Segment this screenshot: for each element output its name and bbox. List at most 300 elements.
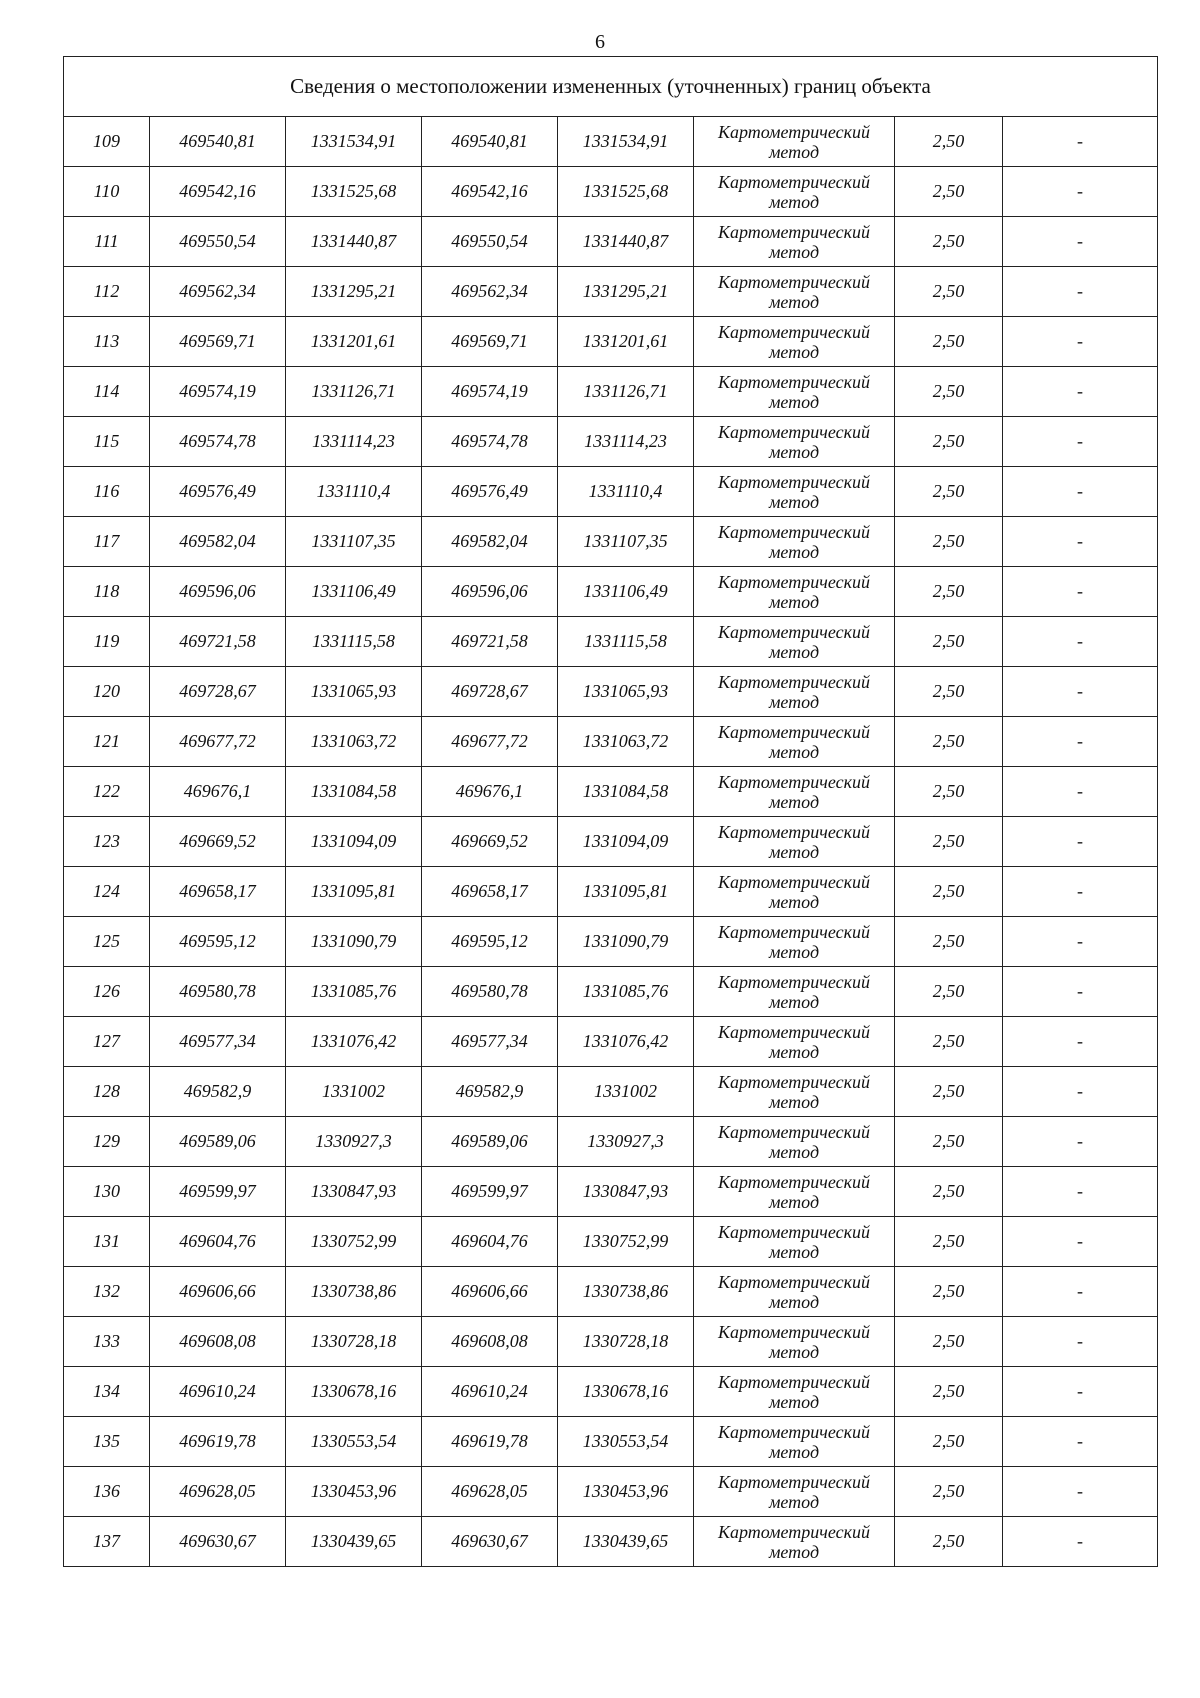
accuracy-cell: 2,50 <box>895 1067 1003 1117</box>
new-x-cell: 469589,06 <box>422 1117 558 1167</box>
accuracy-cell: 2,50 <box>895 867 1003 917</box>
point-number-cell: 114 <box>64 367 150 417</box>
existing-x-cell: 469677,72 <box>150 717 286 767</box>
table-row <box>64 417 1158 467</box>
accuracy-cell: 2,50 <box>895 817 1003 867</box>
existing-y-cell: 1331114,23 <box>286 417 422 467</box>
new-x-cell: 469728,67 <box>422 667 558 717</box>
extra-info-cell: - <box>1003 467 1158 517</box>
existing-x-cell: 469628,05 <box>150 1467 286 1517</box>
extra-info-cell: - <box>1003 1467 1158 1517</box>
accuracy-cell: 2,50 <box>895 717 1003 767</box>
method-line-1: Картометрический <box>717 1371 870 1392</box>
new-x-cell: 469606,66 <box>422 1267 558 1317</box>
method-line-2: метод <box>768 1091 820 1112</box>
table-row <box>64 867 1158 917</box>
method-line-1: Картометрический <box>717 921 870 942</box>
extra-info-cell: - <box>1003 267 1158 317</box>
existing-x-cell: 469542,16 <box>150 167 286 217</box>
method-line-1: Картометрический <box>717 271 870 292</box>
existing-y-cell: 1331115,58 <box>286 617 422 667</box>
extra-info-cell: - <box>1003 1217 1158 1267</box>
accuracy-cell: 2,50 <box>895 1217 1003 1267</box>
point-number-cell: 130 <box>64 1167 150 1217</box>
method-cell <box>694 1017 895 1067</box>
table-row <box>64 717 1158 767</box>
point-number-cell: 123 <box>64 817 150 867</box>
extra-info-cell: - <box>1003 967 1158 1017</box>
existing-y-cell: 1330927,3 <box>286 1117 422 1167</box>
table-row <box>64 217 1158 267</box>
method-line-2: метод <box>768 891 820 912</box>
existing-x-cell: 469658,17 <box>150 867 286 917</box>
existing-x-cell: 469580,78 <box>150 967 286 1017</box>
method-line-2: метод <box>768 491 820 512</box>
method-cell <box>694 867 895 917</box>
new-y-cell: 1330728,18 <box>558 1317 694 1367</box>
method-line-2: метод <box>768 641 820 662</box>
existing-y-cell: 1331525,68 <box>286 167 422 217</box>
method-line-1: Картометрический <box>717 321 870 342</box>
existing-x-cell: 469721,58 <box>150 617 286 667</box>
table-row <box>64 1517 1158 1567</box>
table-row <box>64 767 1158 817</box>
accuracy-cell: 2,50 <box>895 1017 1003 1067</box>
method-line-2: метод <box>768 441 820 462</box>
point-number-cell: 117 <box>64 517 150 567</box>
new-y-cell: 1331126,71 <box>558 367 694 417</box>
method-line-2: метод <box>768 1041 820 1062</box>
point-number-cell: 133 <box>64 1317 150 1367</box>
method-line-2: метод <box>768 1291 820 1312</box>
new-x-cell: 469619,78 <box>422 1417 558 1467</box>
extra-info-cell: - <box>1003 917 1158 967</box>
existing-x-cell: 469582,9 <box>150 1067 286 1117</box>
method-line-2: метод <box>768 741 820 762</box>
method-cell <box>694 267 895 317</box>
point-number-cell: 131 <box>64 1217 150 1267</box>
new-y-cell: 1331085,76 <box>558 967 694 1017</box>
accuracy-cell: 2,50 <box>895 217 1003 267</box>
existing-y-cell: 1330752,99 <box>286 1217 422 1267</box>
method-cell <box>694 767 895 817</box>
method-line-1: Картометрический <box>717 771 870 792</box>
extra-info-cell: - <box>1003 1067 1158 1117</box>
extra-info-cell: - <box>1003 417 1158 467</box>
method-line-1: Картометрический <box>717 471 870 492</box>
method-cell <box>694 717 895 767</box>
existing-y-cell: 1331201,61 <box>286 317 422 367</box>
new-y-cell: 1330738,86 <box>558 1267 694 1317</box>
table-row <box>64 1467 1158 1517</box>
new-x-cell: 469580,78 <box>422 967 558 1017</box>
table-row <box>64 367 1158 417</box>
existing-x-cell: 469630,67 <box>150 1517 286 1567</box>
new-x-cell: 469604,76 <box>422 1217 558 1267</box>
point-number-cell: 135 <box>64 1417 150 1467</box>
point-number-cell: 116 <box>64 467 150 517</box>
new-y-cell: 1330847,93 <box>558 1167 694 1217</box>
page-number: 6 <box>595 31 605 53</box>
new-y-cell: 1331063,72 <box>558 717 694 767</box>
existing-y-cell: 1331534,91 <box>286 117 422 167</box>
method-line-1: Картометрический <box>717 821 870 842</box>
existing-x-cell: 469562,34 <box>150 267 286 317</box>
method-line-2: метод <box>768 141 820 162</box>
new-x-cell: 469582,04 <box>422 517 558 567</box>
new-y-cell: 1331107,35 <box>558 517 694 567</box>
method-cell <box>694 367 895 417</box>
extra-info-cell: - <box>1003 1367 1158 1417</box>
existing-x-cell: 469574,78 <box>150 417 286 467</box>
point-number-cell: 110 <box>64 167 150 217</box>
existing-x-cell: 469676,1 <box>150 767 286 817</box>
method-line-2: метод <box>768 191 820 212</box>
method-line-1: Картометрический <box>717 1021 870 1042</box>
extra-info-cell: - <box>1003 817 1158 867</box>
method-line-1: Картометрический <box>717 171 870 192</box>
method-cell <box>694 1317 895 1367</box>
extra-info-cell: - <box>1003 717 1158 767</box>
accuracy-cell: 2,50 <box>895 367 1003 417</box>
method-cell <box>694 467 895 517</box>
method-line-1: Картометрический <box>717 121 870 142</box>
method-cell <box>694 967 895 1017</box>
accuracy-cell: 2,50 <box>895 1167 1003 1217</box>
method-line-2: метод <box>768 1141 820 1162</box>
point-number-cell: 119 <box>64 617 150 667</box>
method-line-2: метод <box>768 941 820 962</box>
new-x-cell: 469669,52 <box>422 817 558 867</box>
new-x-cell: 469574,19 <box>422 367 558 417</box>
table-row <box>64 667 1158 717</box>
method-cell <box>694 667 895 717</box>
new-y-cell: 1331201,61 <box>558 317 694 367</box>
table-row <box>64 967 1158 1017</box>
new-y-cell: 1331095,81 <box>558 867 694 917</box>
method-line-1: Картометрический <box>717 621 870 642</box>
new-x-cell: 469630,67 <box>422 1517 558 1567</box>
extra-info-cell: - <box>1003 1267 1158 1317</box>
method-line-2: метод <box>768 841 820 862</box>
extra-info-cell: - <box>1003 167 1158 217</box>
accuracy-cell: 2,50 <box>895 417 1003 467</box>
method-line-1: Картометрический <box>717 721 870 742</box>
new-y-cell: 1330752,99 <box>558 1217 694 1267</box>
table-row <box>64 917 1158 967</box>
existing-x-cell: 469595,12 <box>150 917 286 967</box>
method-line-1: Картометрический <box>717 871 870 892</box>
accuracy-cell: 2,50 <box>895 967 1003 1017</box>
table-row <box>64 567 1158 617</box>
new-y-cell: 1331094,09 <box>558 817 694 867</box>
table-row <box>64 267 1158 317</box>
existing-y-cell: 1331094,09 <box>286 817 422 867</box>
accuracy-cell: 2,50 <box>895 1117 1003 1167</box>
method-line-1: Картометрический <box>717 521 870 542</box>
extra-info-cell: - <box>1003 517 1158 567</box>
accuracy-cell: 2,50 <box>895 1467 1003 1517</box>
method-cell <box>694 417 895 467</box>
new-x-cell: 469677,72 <box>422 717 558 767</box>
existing-y-cell: 1331090,79 <box>286 917 422 967</box>
existing-y-cell: 1330453,96 <box>286 1467 422 1517</box>
method-cell <box>694 1167 895 1217</box>
existing-x-cell: 469596,06 <box>150 567 286 617</box>
new-x-cell: 469628,05 <box>422 1467 558 1517</box>
point-number-cell: 115 <box>64 417 150 467</box>
boundary-coordinates-table <box>63 56 1158 1567</box>
extra-info-cell: - <box>1003 567 1158 617</box>
new-x-cell: 469599,97 <box>422 1167 558 1217</box>
table-row <box>64 1017 1158 1067</box>
point-number-cell: 125 <box>64 917 150 967</box>
new-x-cell: 469540,81 <box>422 117 558 167</box>
method-cell <box>694 1067 895 1117</box>
existing-y-cell: 1330738,86 <box>286 1267 422 1317</box>
method-line-2: метод <box>768 341 820 362</box>
existing-x-cell: 469550,54 <box>150 217 286 267</box>
extra-info-cell: - <box>1003 767 1158 817</box>
existing-x-cell: 469606,66 <box>150 1267 286 1317</box>
new-y-cell: 1331002 <box>558 1067 694 1117</box>
new-y-cell: 1330678,16 <box>558 1367 694 1417</box>
accuracy-cell: 2,50 <box>895 267 1003 317</box>
method-cell <box>694 617 895 667</box>
table-row <box>64 167 1158 217</box>
new-y-cell: 1331114,23 <box>558 417 694 467</box>
method-line-1: Картометрический <box>717 221 870 242</box>
method-line-2: метод <box>768 291 820 312</box>
point-number-cell: 121 <box>64 717 150 767</box>
existing-y-cell: 1331095,81 <box>286 867 422 917</box>
method-line-2: метод <box>768 791 820 812</box>
method-cell <box>694 1467 895 1517</box>
method-line-2: метод <box>768 1341 820 1362</box>
accuracy-cell: 2,50 <box>895 1417 1003 1467</box>
method-cell <box>694 1217 895 1267</box>
extra-info-cell: - <box>1003 617 1158 667</box>
point-number-cell: 118 <box>64 567 150 617</box>
existing-y-cell: 1331002 <box>286 1067 422 1117</box>
existing-x-cell: 469619,78 <box>150 1417 286 1467</box>
method-cell <box>694 1367 895 1417</box>
extra-info-cell: - <box>1003 1417 1158 1467</box>
new-x-cell: 469658,17 <box>422 867 558 917</box>
existing-x-cell: 469604,76 <box>150 1217 286 1267</box>
table-row <box>64 1217 1158 1267</box>
table-row <box>64 1267 1158 1317</box>
existing-y-cell: 1331126,71 <box>286 367 422 417</box>
method-line-2: метод <box>768 391 820 412</box>
method-cell <box>694 217 895 267</box>
new-y-cell: 1331525,68 <box>558 167 694 217</box>
new-x-cell: 469596,06 <box>422 567 558 617</box>
extra-info-cell: - <box>1003 667 1158 717</box>
point-number-cell: 127 <box>64 1017 150 1067</box>
table-row <box>64 1117 1158 1167</box>
new-x-cell: 469562,34 <box>422 267 558 317</box>
method-cell <box>694 317 895 367</box>
point-number-cell: 134 <box>64 1367 150 1417</box>
extra-info-cell: - <box>1003 1117 1158 1167</box>
existing-x-cell: 469589,06 <box>150 1117 286 1167</box>
existing-y-cell: 1330439,65 <box>286 1517 422 1567</box>
extra-info-cell: - <box>1003 317 1158 367</box>
existing-x-cell: 469599,97 <box>150 1167 286 1217</box>
new-x-cell: 469550,54 <box>422 217 558 267</box>
new-y-cell: 1331084,58 <box>558 767 694 817</box>
new-x-cell: 469574,78 <box>422 417 558 467</box>
method-line-2: метод <box>768 541 820 562</box>
method-line-1: Картометрический <box>717 1121 870 1142</box>
existing-x-cell: 469728,67 <box>150 667 286 717</box>
table-row <box>64 1317 1158 1367</box>
existing-x-cell: 469608,08 <box>150 1317 286 1367</box>
method-line-1: Картометрический <box>717 1421 870 1442</box>
new-y-cell: 1331115,58 <box>558 617 694 667</box>
method-line-2: метод <box>768 591 820 612</box>
accuracy-cell: 2,50 <box>895 1517 1003 1567</box>
method-line-2: метод <box>768 691 820 712</box>
method-line-1: Картометрический <box>717 1221 870 1242</box>
new-x-cell: 469610,24 <box>422 1367 558 1417</box>
method-line-2: метод <box>768 1241 820 1262</box>
existing-y-cell: 1331107,35 <box>286 517 422 567</box>
new-y-cell: 1331295,21 <box>558 267 694 317</box>
accuracy-cell: 2,50 <box>895 617 1003 667</box>
accuracy-cell: 2,50 <box>895 917 1003 967</box>
existing-y-cell: 1330678,16 <box>286 1367 422 1417</box>
method-line-2: метод <box>768 1541 820 1562</box>
method-line-2: метод <box>768 241 820 262</box>
method-line-2: метод <box>768 991 820 1012</box>
existing-x-cell: 469577,34 <box>150 1017 286 1067</box>
method-cell <box>694 1417 895 1467</box>
existing-y-cell: 1331085,76 <box>286 967 422 1017</box>
method-line-2: метод <box>768 1391 820 1412</box>
accuracy-cell: 2,50 <box>895 167 1003 217</box>
extra-info-cell: - <box>1003 1317 1158 1367</box>
new-y-cell: 1331440,87 <box>558 217 694 267</box>
point-number-cell: 120 <box>64 667 150 717</box>
extra-info-cell: - <box>1003 217 1158 267</box>
new-x-cell: 469608,08 <box>422 1317 558 1367</box>
table-row <box>64 1067 1158 1117</box>
existing-y-cell: 1330728,18 <box>286 1317 422 1367</box>
new-y-cell: 1331110,4 <box>558 467 694 517</box>
accuracy-cell: 2,50 <box>895 1267 1003 1317</box>
accuracy-cell: 2,50 <box>895 317 1003 367</box>
point-number-cell: 129 <box>64 1117 150 1167</box>
accuracy-cell: 2,50 <box>895 117 1003 167</box>
existing-x-cell: 469540,81 <box>150 117 286 167</box>
new-y-cell: 1330439,65 <box>558 1517 694 1567</box>
table-title: Сведения о местоположении измененных (уточненных) границ объекта <box>64 57 1158 117</box>
new-y-cell: 1331076,42 <box>558 1017 694 1067</box>
method-line-1: Картометрический <box>717 571 870 592</box>
point-number-cell: 122 <box>64 767 150 817</box>
method-line-1: Картометрический <box>717 1521 870 1542</box>
existing-x-cell: 469576,49 <box>150 467 286 517</box>
existing-x-cell: 469569,71 <box>150 317 286 367</box>
table-row <box>64 517 1158 567</box>
method-cell <box>694 1517 895 1567</box>
existing-y-cell: 1331063,72 <box>286 717 422 767</box>
accuracy-cell: 2,50 <box>895 667 1003 717</box>
extra-info-cell: - <box>1003 1167 1158 1217</box>
table-row <box>64 317 1158 367</box>
table-row <box>64 1167 1158 1217</box>
existing-y-cell: 1330553,54 <box>286 1417 422 1467</box>
new-y-cell: 1331090,79 <box>558 917 694 967</box>
new-x-cell: 469569,71 <box>422 317 558 367</box>
accuracy-cell: 2,50 <box>895 467 1003 517</box>
method-cell <box>694 917 895 967</box>
method-cell <box>694 1117 895 1167</box>
table-row <box>64 617 1158 667</box>
new-x-cell: 469576,49 <box>422 467 558 517</box>
extra-info-cell: - <box>1003 1517 1158 1567</box>
existing-y-cell: 1331106,49 <box>286 567 422 617</box>
new-x-cell: 469676,1 <box>422 767 558 817</box>
existing-y-cell: 1331084,58 <box>286 767 422 817</box>
existing-y-cell: 1331295,21 <box>286 267 422 317</box>
method-line-1: Картометрический <box>717 1271 870 1292</box>
table-row <box>64 817 1158 867</box>
point-number-cell: 126 <box>64 967 150 1017</box>
existing-x-cell: 469610,24 <box>150 1367 286 1417</box>
new-y-cell: 1330453,96 <box>558 1467 694 1517</box>
method-line-2: метод <box>768 1191 820 1212</box>
new-x-cell: 469577,34 <box>422 1017 558 1067</box>
method-line-1: Картометрический <box>717 371 870 392</box>
table-title-row <box>64 57 1158 117</box>
extra-info-cell: - <box>1003 117 1158 167</box>
new-x-cell: 469721,58 <box>422 617 558 667</box>
new-y-cell: 1331065,93 <box>558 667 694 717</box>
existing-y-cell: 1331440,87 <box>286 217 422 267</box>
existing-y-cell: 1331110,4 <box>286 467 422 517</box>
table-row <box>64 1367 1158 1417</box>
method-cell <box>694 1267 895 1317</box>
point-number-cell: 111 <box>64 217 150 267</box>
extra-info-cell: - <box>1003 367 1158 417</box>
point-number-cell: 128 <box>64 1067 150 1117</box>
accuracy-cell: 2,50 <box>895 1317 1003 1367</box>
method-cell <box>694 817 895 867</box>
existing-x-cell: 469574,19 <box>150 367 286 417</box>
new-y-cell: 1331534,91 <box>558 117 694 167</box>
table-row <box>64 117 1158 167</box>
accuracy-cell: 2,50 <box>895 1367 1003 1417</box>
table-row <box>64 1417 1158 1467</box>
method-line-1: Картометрический <box>717 1171 870 1192</box>
method-line-1: Картометрический <box>717 1071 870 1092</box>
accuracy-cell: 2,50 <box>895 767 1003 817</box>
existing-x-cell: 469582,04 <box>150 517 286 567</box>
method-line-1: Картометрический <box>717 671 870 692</box>
method-line-1: Картометрический <box>717 421 870 442</box>
new-y-cell: 1330553,54 <box>558 1417 694 1467</box>
point-number-cell: 136 <box>64 1467 150 1517</box>
point-number-cell: 137 <box>64 1517 150 1567</box>
method-line-1: Картометрический <box>717 1471 870 1492</box>
existing-x-cell: 469669,52 <box>150 817 286 867</box>
method-cell <box>694 167 895 217</box>
point-number-cell: 124 <box>64 867 150 917</box>
existing-y-cell: 1330847,93 <box>286 1167 422 1217</box>
